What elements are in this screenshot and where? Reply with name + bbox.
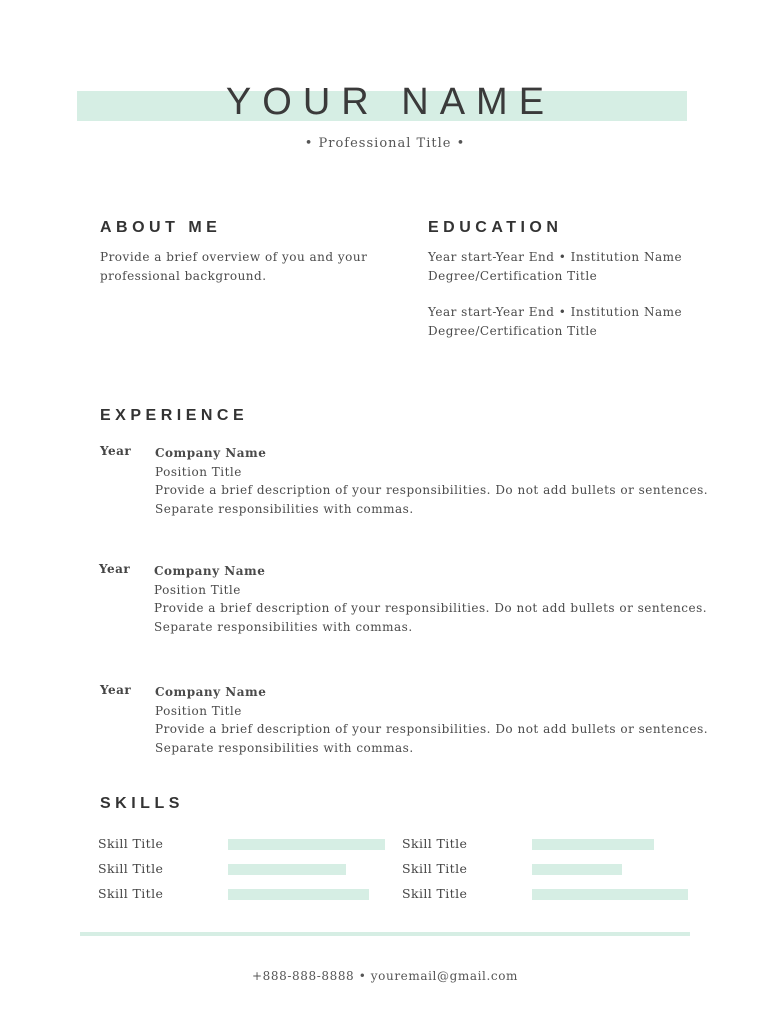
skill-label: Skill Title	[402, 861, 468, 876]
job-description: Separate responsibilities with commas.	[155, 740, 414, 755]
education-degree: Degree/Certification Title	[428, 268, 598, 283]
experience-year: Year	[100, 444, 132, 458]
resume-name: YOUR NAME	[225, 81, 556, 123]
job-description: Separate responsibilities with commas.	[155, 501, 414, 516]
skill-level-bar	[228, 889, 369, 900]
professional-title: • Professional Title •	[304, 136, 466, 151]
company-name: Company Name	[154, 564, 266, 578]
experience-year: Year	[99, 562, 131, 576]
company-name: Company Name	[155, 685, 267, 699]
skill-label: Skill Title	[98, 861, 164, 876]
skill-level-bar	[228, 839, 385, 850]
about-heading: ABOUT ME	[100, 219, 222, 236]
position-title: Position Title	[155, 703, 242, 718]
experience-year: Year	[100, 683, 132, 697]
skill-label: Skill Title	[98, 836, 164, 851]
skill-level-bar	[228, 864, 346, 875]
education-degree: Degree/Certification Title	[428, 323, 598, 338]
skill-level-bar	[532, 864, 622, 875]
education-entry	[428, 303, 682, 340]
job-description: Provide a brief description of your responsibilities. Do not add bullets or sentences.	[155, 722, 709, 736]
company-name: Company Name	[155, 446, 267, 460]
position-title: Position Title	[154, 582, 241, 597]
experience-entry	[155, 444, 708, 518]
skill-level-bar	[532, 889, 688, 900]
job-description: Separate responsibilities with commas.	[154, 619, 413, 634]
education-institution: Year start-Year End • Institution Name	[428, 305, 683, 319]
contact-info: +888-888-8888 • youremail@gmail.com	[251, 969, 519, 983]
job-description: Provide a brief description of your responsibilities. Do not add bullets or sentences.	[155, 483, 709, 497]
education-heading: EDUCATION	[428, 219, 563, 236]
skill-label: Skill Title	[98, 886, 164, 901]
experience-entry	[154, 562, 707, 636]
skill-level-bar	[532, 839, 654, 850]
skill-label: Skill Title	[402, 836, 468, 851]
position-title: Position Title	[155, 464, 242, 479]
education-institution: Year start-Year End • Institution Name	[428, 250, 683, 264]
experience-entry	[155, 683, 708, 757]
education-entry	[428, 248, 682, 285]
about-text	[100, 248, 367, 285]
about-line: Provide a brief overview of you and your	[100, 250, 368, 264]
skill-label: Skill Title	[402, 886, 468, 901]
about-line: professional background.	[100, 268, 267, 283]
skills-heading: SKILLS	[100, 795, 184, 812]
experience-heading: EXPERIENCE	[100, 407, 249, 424]
job-description: Provide a brief description of your responsibilities. Do not add bullets or sentences.	[154, 601, 708, 615]
footer-divider	[80, 932, 690, 936]
